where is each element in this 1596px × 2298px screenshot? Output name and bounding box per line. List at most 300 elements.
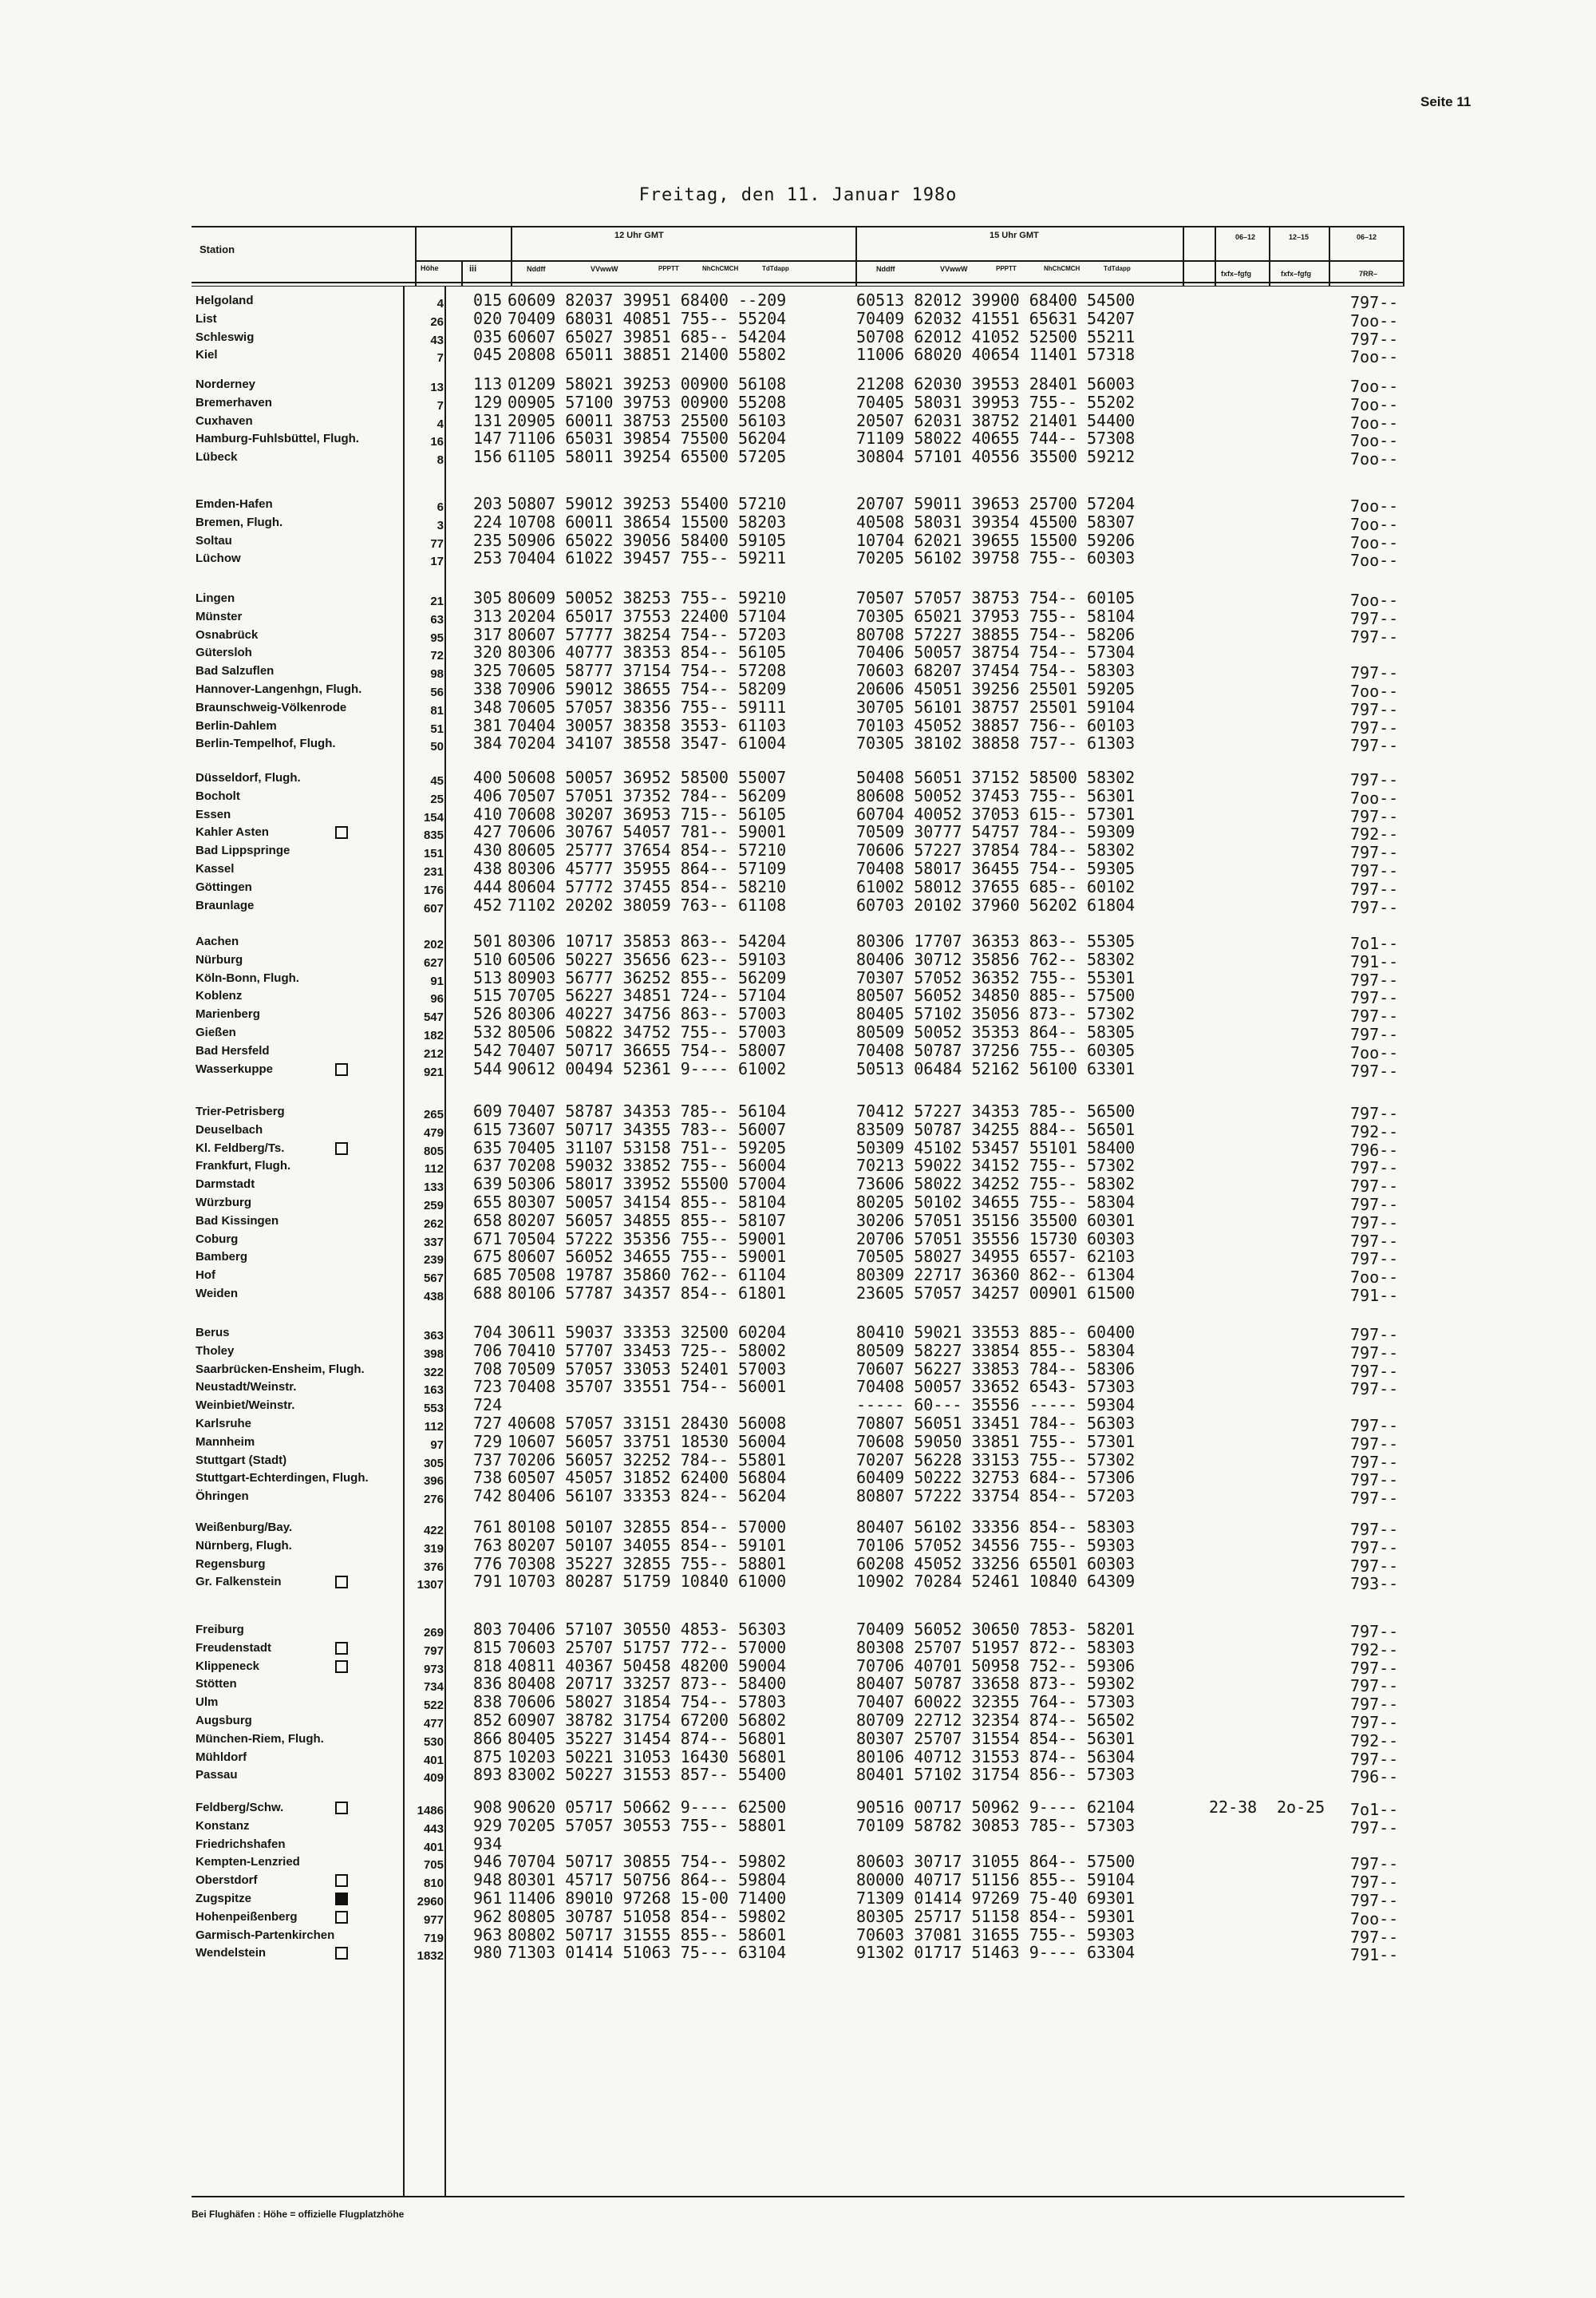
station-height: 72: [430, 649, 444, 663]
station-height: 50: [430, 740, 444, 754]
obs-12-utc: 90612 00494 52361 9---- 61002: [508, 1058, 787, 1078]
station-number: 875: [473, 1746, 503, 1766]
station-name: Lübeck: [196, 450, 238, 465]
table-row: [0, 1798, 1404, 1817]
station-height: 805: [423, 1144, 444, 1158]
col15-nddff: Nddff: [876, 265, 895, 273]
rr-group: 797--: [1350, 843, 1399, 863]
obs-12-utc: 70407 50717 36655 754-- 58007: [508, 1040, 787, 1060]
obs-12-utc: 70508 19787 35860 762-- 61104: [508, 1265, 787, 1285]
station-height: 305: [423, 1456, 444, 1470]
station-number: 320: [473, 643, 503, 663]
table-row: [0, 1431, 1404, 1454]
obs-15-utc: 80708 57227 38855 754-- 58206: [856, 624, 1136, 644]
station-name: Hamburg-Fuhlsbüttel, Flugh.: [196, 432, 359, 446]
station-name: Bad Kissingen: [196, 1213, 279, 1228]
table-row: [0, 805, 1404, 824]
station-number: 723: [473, 1377, 503, 1397]
table-row: [0, 840, 1404, 863]
station-height: 8: [437, 453, 444, 468]
station-height: 479: [423, 1125, 444, 1140]
table-row: [0, 1572, 1404, 1594]
table-row: [0, 1692, 1404, 1715]
obs-12-utc: 80307 50057 34154 855-- 58104: [508, 1193, 787, 1212]
obs-12-utc: 83002 50227 31553 857-- 55400: [508, 1765, 787, 1785]
obs-12-utc: 20808 65011 38851 21400 55802: [508, 345, 787, 365]
obs-12-utc: 80802 50717 31555 855-- 58601: [508, 1924, 787, 1944]
obs-12-utc: 70206 56057 32252 784-- 55801: [508, 1450, 787, 1469]
station-height: 973: [423, 1662, 444, 1676]
table-row: [0, 698, 1404, 717]
station-name: Bad Hersfeld: [196, 1043, 270, 1058]
obs-12-utc: 80406 56107 33353 824-- 56204: [508, 1486, 787, 1506]
empty-square-icon: [335, 1947, 348, 1960]
range-sub-3: 7RR–: [1359, 270, 1378, 278]
station-number: 400: [473, 768, 503, 787]
station-name: Karlsruhe: [196, 1417, 252, 1430]
obs-12-utc: 80108 50107 32855 854-- 57000: [508, 1517, 787, 1537]
station-name: Trier-Petrisberg: [196, 1105, 285, 1118]
station-name: Stuttgart (Stadt): [196, 1453, 287, 1467]
station-number: 131: [473, 410, 503, 430]
station-number: 253: [473, 548, 503, 568]
obs-15-utc: 80509 50052 35353 864-- 58305: [856, 1022, 1136, 1042]
obs-12-utc: 70704 50717 30855 754-- 59802: [508, 1852, 787, 1872]
station-height: 547: [423, 1011, 444, 1025]
station-number: 946: [473, 1852, 503, 1872]
station-height: 17: [430, 555, 444, 569]
station-height: 7: [437, 351, 444, 366]
station-name: Konstanz: [196, 1818, 250, 1833]
obs-15-utc: 80405 57102 35056 873-- 57302: [856, 1004, 1136, 1024]
obs-12-utc: 01209 58021 39253 00900 56108: [508, 374, 787, 394]
station-name: Osnabrück: [196, 627, 259, 642]
obs-15-utc: 80407 50787 33658 873-- 59302: [856, 1674, 1136, 1694]
table-row: [0, 1212, 1404, 1230]
obs-15-utc: 70408 50057 33652 6543- 57303: [856, 1377, 1136, 1397]
station-height: 202: [423, 938, 444, 951]
station-height: 921: [423, 1065, 444, 1079]
table-row: [0, 896, 1404, 915]
station-number: 045: [473, 345, 503, 365]
obs-15-utc: 30804 57101 40556 35500 59212: [856, 447, 1136, 467]
obs-12-utc: 10703 80287 51759 10840 61000: [508, 1572, 787, 1592]
rr-group: 797--: [1350, 1452, 1399, 1472]
rr-group: 797--: [1350, 1520, 1399, 1539]
station-number: 515: [473, 986, 503, 1006]
station-height: 977: [423, 1912, 444, 1927]
station-height: 176: [423, 883, 444, 897]
obs-15-utc: 70406 50057 38754 754-- 57304: [856, 643, 1136, 663]
obs-15-utc: 30206 57051 35156 35500 60301: [856, 1210, 1136, 1230]
station-name: Braunschweig-Völkenrode: [196, 700, 347, 714]
obs-15-utc: 70607 56227 33853 784-- 58306: [856, 1359, 1136, 1378]
obs-12-utc: 80609 50052 38253 755-- 59210: [508, 588, 787, 607]
obs-15-utc: 21208 62030 39553 28401 56003: [856, 374, 1136, 394]
obs-12-utc: 60607 65027 39851 685-- 54204: [508, 326, 787, 346]
rr-group: 797--: [1350, 1470, 1399, 1490]
empty-square-icon: [335, 1063, 348, 1076]
obs-15-utc: 50408 56051 37152 58500 58302: [856, 768, 1136, 787]
station-name: Göttingen: [196, 880, 252, 894]
obs-15-utc: 50708 62012 41052 52500 55211: [856, 326, 1136, 346]
table-row: [0, 1746, 1404, 1769]
station-number: 708: [473, 1359, 503, 1378]
station-height: 97: [430, 1438, 444, 1452]
station-height: 239: [423, 1253, 444, 1268]
station-height: 322: [423, 1365, 444, 1379]
station-height: 262: [423, 1216, 444, 1231]
obs-12-utc: 60907 38782 31754 67200 56802: [508, 1711, 787, 1730]
obs-15-utc: 10902 70284 52461 10840 64309: [856, 1572, 1136, 1592]
table-row: [0, 1174, 1404, 1196]
station-number: 438: [473, 859, 503, 878]
obs-12-utc: 70404 61022 39457 755-- 59211: [508, 548, 787, 568]
table-row: [0, 1870, 1404, 1893]
station-number: 532: [473, 1022, 503, 1042]
station-height: 212: [423, 1046, 444, 1061]
station-height: 2960: [417, 1895, 444, 1908]
table-row: [0, 1655, 1404, 1678]
table-row: [0, 1137, 1404, 1160]
station-name: Darmstadt: [196, 1177, 255, 1192]
station-height: 396: [423, 1474, 444, 1489]
footnote: Bei Flughäfen : Höhe = offizielle Flugplatzhöhe: [192, 2209, 405, 2220]
obs-15-utc: 70109 58782 30853 785-- 57303: [856, 1815, 1136, 1835]
header-12-uhr: 12 Uhr GMT: [614, 231, 664, 240]
station-number: 675: [473, 1247, 503, 1267]
empty-square-icon: [335, 1576, 348, 1588]
obs-12-utc: 70404 30057 38358 3553- 61103: [508, 715, 787, 735]
station-number: 381: [473, 715, 503, 735]
obs-15-utc: 60703 20102 37960 56202 61804: [856, 895, 1136, 915]
station-number: 948: [473, 1870, 503, 1890]
station-name: Gießen: [196, 1026, 236, 1039]
station-height: 422: [423, 1524, 444, 1537]
obs-15-utc: 70408 50787 37256 755-- 60305: [856, 1040, 1136, 1060]
table-row: [0, 734, 1404, 756]
station-name: Wendelstein: [196, 1946, 267, 1960]
obs-12-utc: 80607 57777 38254 754-- 57203: [508, 624, 787, 644]
obs-15-utc: 10704 62021 39655 15500 59206: [856, 530, 1136, 550]
rr-group: 7oo--: [1350, 551, 1399, 571]
rr-group: 792--: [1350, 1730, 1399, 1750]
station-name: Düsseldorf, Flugh.: [196, 771, 301, 785]
station-height: 91: [430, 974, 444, 988]
station-number: 510: [473, 949, 503, 969]
obs-12-utc: 71106 65031 39854 75500 56204: [508, 429, 787, 449]
table-row: [0, 326, 1404, 349]
rr-group: 797--: [1350, 1622, 1399, 1641]
rr-group: 797--: [1350, 1177, 1399, 1196]
obs-12-utc: 20905 60011 38753 25500 56103: [508, 410, 787, 430]
obs-15-utc: 80000 40717 51156 855-- 59104: [856, 1870, 1136, 1890]
station-name: Ulm: [196, 1695, 219, 1710]
station-name: Würzburg: [196, 1196, 251, 1209]
station-height: 797: [423, 1643, 444, 1658]
table-row: [0, 447, 1404, 469]
obs-12-utc: 10708 60011 38654 15500 58203: [508, 512, 787, 532]
station-number: 763: [473, 1535, 503, 1555]
obs-12-utc: 80207 56057 34855 855-- 58107: [508, 1210, 787, 1230]
obs-12-utc: 10607 56057 33751 18530 56004: [508, 1431, 787, 1451]
obs-12-utc: 11406 89010 97268 15-00 71400: [508, 1889, 787, 1908]
rr-group: 797--: [1350, 1025, 1399, 1044]
station-number: 015: [473, 291, 503, 310]
obs-15-utc: 71309 01414 97269 75-40 69301: [856, 1889, 1136, 1908]
rr-group: 797--: [1350, 329, 1399, 349]
station-number: 671: [473, 1228, 503, 1248]
rr-group: 797--: [1350, 1158, 1399, 1178]
rr-group: 797--: [1350, 1195, 1399, 1214]
station-height: 363: [423, 1329, 444, 1343]
table-row: [0, 1889, 1404, 1908]
obs-12-utc: 70705 56227 34851 724-- 57104: [508, 986, 787, 1006]
station-number: 609: [473, 1102, 503, 1121]
table-row: [0, 532, 1404, 550]
rr-group: 797--: [1350, 897, 1399, 917]
station-name: Zugspitze: [196, 1892, 251, 1905]
rr-group: 797--: [1350, 1249, 1399, 1269]
station-number: 685: [473, 1265, 503, 1285]
obs-12-utc: 60609 82037 39951 68400 --209: [508, 291, 787, 310]
station-height: 21: [430, 595, 444, 608]
table-row: [0, 1711, 1404, 1730]
table-row: [0, 1943, 1404, 1965]
station-height: 6: [437, 500, 444, 514]
station-name: Stuttgart-Echterdingen, Flugh.: [196, 1471, 369, 1485]
obs-12-utc: 70906 59012 38655 754-- 58209: [508, 679, 787, 698]
station-number: 637: [473, 1156, 503, 1176]
station-name: Lüchow: [196, 552, 241, 566]
rr-group: 797--: [1350, 627, 1399, 647]
station-name: Gütersloh: [196, 646, 252, 660]
rr-group: 7o1--: [1350, 1800, 1399, 1819]
rr-group: 797--: [1350, 1537, 1399, 1557]
table-row: [0, 769, 1404, 787]
station-height: 269: [423, 1626, 444, 1639]
obs-15-utc: 80406 30712 35856 762-- 58302: [856, 949, 1136, 969]
rr-group: 797--: [1350, 1007, 1399, 1026]
table-row: [0, 1674, 1404, 1696]
obs-15-utc: 70103 45052 38857 756-- 60103: [856, 715, 1136, 735]
col15-vvwww: VVwwW: [940, 265, 968, 273]
table-row: [0, 1340, 1404, 1363]
rr-group: 7oo--: [1350, 1268, 1399, 1287]
rr-group: 797--: [1350, 1416, 1399, 1435]
station-height: 553: [423, 1402, 444, 1416]
obs-12-utc: 50906 65022 39056 58400 59105: [508, 530, 787, 550]
station-height: 51: [430, 722, 444, 736]
obs-15-utc: 60208 45052 33256 65501 60303: [856, 1553, 1136, 1573]
obs-12-utc: 80306 10717 35853 863-- 54204: [508, 931, 787, 951]
station-height: 112: [424, 1420, 444, 1434]
station-number: 961: [473, 1889, 503, 1908]
station-number: 836: [473, 1674, 503, 1694]
station-height: 43: [430, 333, 444, 347]
station-number: 452: [473, 895, 503, 915]
table-row: [0, 1193, 1404, 1212]
obs-12-utc: 70208 59032 33852 755-- 56004: [508, 1156, 787, 1176]
station-height: 98: [430, 667, 444, 682]
station-number: 688: [473, 1283, 503, 1303]
station-name: Kassel: [196, 862, 235, 876]
obs-15-utc: 80106 40712 31553 874-- 56304: [856, 1746, 1136, 1766]
obs-12-utc: 80903 56777 36252 855-- 56209: [508, 967, 787, 987]
obs-15-utc: 80509 58227 33854 855-- 58304: [856, 1340, 1136, 1360]
station-name: Tholey: [196, 1343, 235, 1358]
empty-square-icon: [335, 1802, 348, 1814]
rr-group: 797--: [1350, 1927, 1399, 1947]
page-date: Freitag, den 11. Januar 198o: [638, 185, 958, 205]
table-row: [0, 1765, 1404, 1787]
station-height: 567: [423, 1272, 444, 1286]
obs-15-utc: 83509 50787 34255 884-- 56501: [856, 1119, 1136, 1139]
obs-12-utc: 70606 58027 31854 754-- 57803: [508, 1692, 787, 1712]
station-number: 658: [473, 1210, 503, 1230]
obs-12-utc: 80506 50822 34752 755-- 57003: [508, 1022, 787, 1042]
station-name: Öhringen: [196, 1489, 249, 1504]
station-height: 81: [430, 703, 444, 718]
station-name: Essen: [196, 807, 231, 821]
rr-group: 7oo--: [1350, 1042, 1399, 1062]
obs-12-utc: 80605 25777 37654 854-- 57210: [508, 840, 787, 860]
station-name: Deuselbach: [196, 1122, 263, 1137]
station-number: 791: [473, 1572, 503, 1592]
station-number: 761: [473, 1517, 503, 1537]
station-number: 908: [473, 1798, 503, 1817]
station-height: 319: [423, 1541, 444, 1556]
obs-12-utc: 70605 58777 37154 754-- 57208: [508, 661, 787, 681]
obs-12-utc: 70509 57057 33053 52401 57003: [508, 1359, 787, 1378]
station-name: Kempten-Lenzried: [196, 1855, 300, 1869]
obs-12-utc: 80604 57772 37455 854-- 58210: [508, 876, 787, 896]
obs-15-utc: 50309 45102 53457 55101 58400: [856, 1137, 1136, 1157]
rr-group: 797--: [1350, 1713, 1399, 1732]
rr-group: 797--: [1350, 1489, 1399, 1509]
station-name: Wasserkuppe: [196, 1062, 273, 1076]
station-height: 112: [424, 1162, 444, 1177]
station-height: 477: [423, 1717, 444, 1730]
obs-12-utc: 80207 50107 34055 854-- 59101: [508, 1535, 787, 1555]
station-number: 980: [473, 1943, 503, 1963]
obs-12-utc: 70408 35707 33551 754-- 56001: [508, 1377, 787, 1397]
station-height: 77: [430, 536, 444, 551]
obs-15-utc: 30705 56101 38757 25501 59104: [856, 697, 1136, 717]
obs-12-utc: 80306 40227 34756 863-- 57003: [508, 1004, 787, 1024]
obs-15-utc: 80205 50102 34655 755-- 58304: [856, 1193, 1136, 1212]
station-number: 544: [473, 1058, 503, 1078]
rr-group: 7oo--: [1350, 682, 1399, 701]
station-height: 133: [423, 1181, 444, 1195]
rr-group: 797--: [1350, 663, 1399, 683]
table-row: [0, 410, 1404, 433]
obs-12-utc: 50306 58017 33952 55500 57004: [508, 1174, 787, 1194]
obs-15-utc: 70603 68207 37454 754-- 58303: [856, 661, 1136, 681]
obs-15-utc: 73606 58022 34252 755-- 58302: [856, 1174, 1136, 1194]
obs-15-utc: 80305 25717 51158 854-- 59301: [856, 1906, 1136, 1926]
obs-15-utc: 70207 56228 33153 755-- 57302: [856, 1450, 1136, 1469]
rr-group: 797--: [1350, 1676, 1399, 1696]
obs-15-utc: 80603 30717 31055 864-- 57500: [856, 1852, 1136, 1872]
rr-group: 797--: [1350, 988, 1399, 1008]
obs-15-utc: 70507 57057 38753 754-- 60105: [856, 588, 1136, 607]
station-number: 963: [473, 1924, 503, 1944]
obs-12-utc: 80301 45717 50756 864-- 59804: [508, 1870, 787, 1890]
obs-12-utc: 70407 58787 34353 785-- 56104: [508, 1102, 787, 1121]
station-name: Hannover-Langenhgn, Flugh.: [196, 682, 362, 696]
table-row: [0, 1359, 1404, 1381]
station-number: 866: [473, 1728, 503, 1748]
range-sub-2: fxfx–fgfg: [1281, 270, 1311, 278]
obs-15-utc: 80308 25707 51957 872-- 58303: [856, 1637, 1136, 1657]
rr-group: 792--: [1350, 1121, 1399, 1141]
station-height: 705: [423, 1858, 444, 1873]
station-height: 56: [430, 686, 444, 699]
table-row: [0, 624, 1404, 647]
station-name: Berlin-Dahlem: [196, 718, 277, 733]
rr-group: 797--: [1350, 770, 1399, 789]
obs-12-utc: 73607 50717 34355 783-- 56007: [508, 1119, 787, 1139]
rr-group: 7oo--: [1350, 591, 1399, 610]
table-row: [0, 429, 1404, 451]
station-number: 639: [473, 1174, 503, 1194]
obs-12-utc: 70507 57051 37352 784-- 56209: [508, 785, 787, 805]
station-height: 401: [423, 1753, 444, 1767]
station-height: 276: [423, 1493, 444, 1507]
obs-12-utc: 70410 57707 33453 725-- 58002: [508, 1340, 787, 1360]
obs-15-utc: 70305 65021 37953 755-- 58104: [856, 606, 1136, 626]
rr-group: 797--: [1350, 806, 1399, 826]
station-number: 729: [473, 1431, 503, 1451]
col15-pppt: PPPTT: [996, 265, 1017, 272]
rr-group: 7oo--: [1350, 532, 1399, 552]
station-height: 376: [423, 1560, 444, 1574]
station-number: 406: [473, 785, 503, 805]
station-height: 13: [430, 381, 444, 394]
obs-12-utc: 40608 57057 33151 28430 56008: [508, 1414, 787, 1433]
obs-15-utc: 23605 57057 34257 00901 61500: [856, 1283, 1136, 1303]
rr-group: 7o1--: [1350, 934, 1399, 953]
obs-12-utc: 80306 40777 38353 854-- 56105: [508, 643, 787, 663]
station-number: 742: [473, 1486, 503, 1506]
station-height: 151: [423, 847, 444, 861]
station-number: 738: [473, 1468, 503, 1488]
rr-group: 791--: [1350, 1286, 1399, 1305]
station-name: Kiel: [196, 348, 218, 362]
station-number: 815: [473, 1637, 503, 1657]
gust-06-12: 22-38: [1209, 1798, 1258, 1817]
rr-group: 7oo--: [1350, 1908, 1399, 1928]
station-number: 737: [473, 1450, 503, 1469]
obs-12-utc: 70504 57222 35356 755-- 59001: [508, 1228, 787, 1248]
table-row: [0, 375, 1404, 394]
station-number: 635: [473, 1137, 503, 1157]
col12-pppt: PPPTT: [658, 265, 679, 272]
station-height: 719: [423, 1931, 444, 1945]
station-height: 734: [423, 1680, 444, 1695]
station-name: Frankfurt, Flugh.: [196, 1159, 291, 1173]
rr-group: 797--: [1350, 1695, 1399, 1715]
obs-12-utc: 00905 57100 39753 00900 55208: [508, 392, 787, 412]
rr-group: 797--: [1350, 1061, 1399, 1081]
station-height: 96: [430, 992, 444, 1007]
table-row: [0, 1450, 1404, 1472]
station-height: 627: [423, 955, 444, 970]
station-name: Friedrichshafen: [196, 1837, 286, 1851]
table-row: [0, 1377, 1404, 1399]
station-height: 3: [437, 518, 444, 532]
